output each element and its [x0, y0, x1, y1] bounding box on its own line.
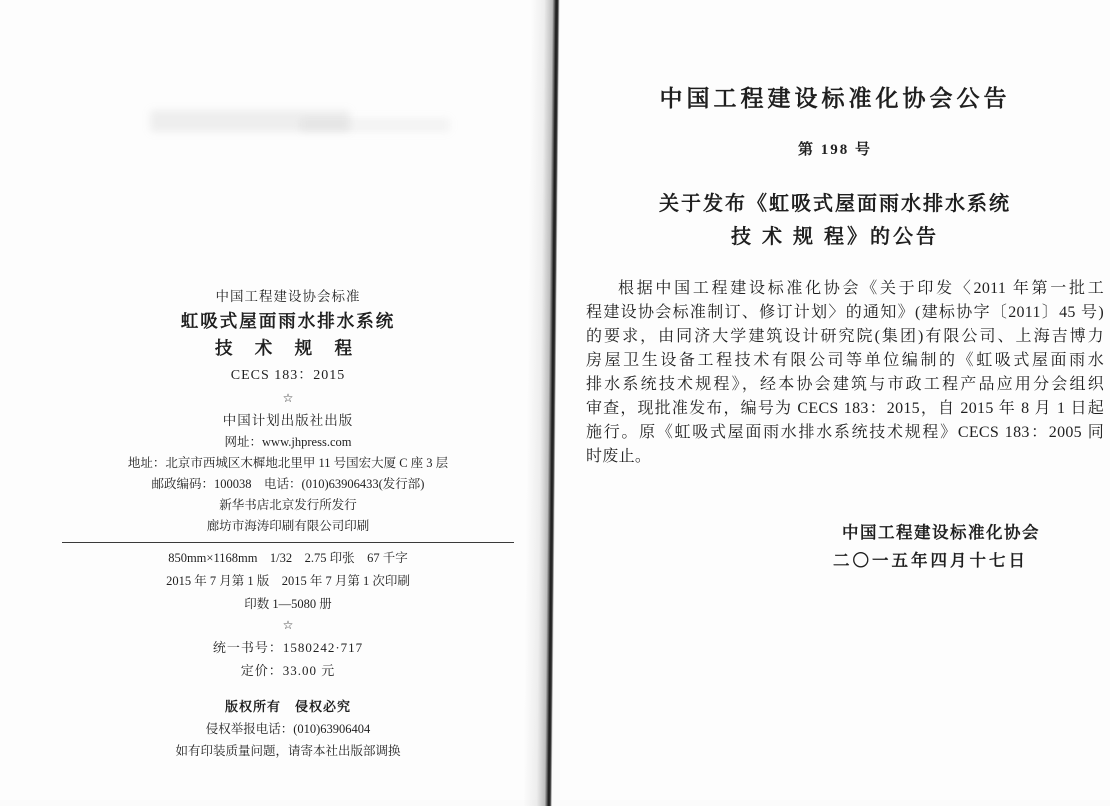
announcement-org-title: 中国工程建设标准化协会公告: [659, 86, 1011, 111]
body-line: 排水系统技术规程》，经本协会建筑与市政工程产品应用分会组织: [586, 376, 1104, 393]
infringement-phone: 侵权举报电话：(010)63906404: [205, 722, 371, 736]
print-run-line: 印数 1—5080 册: [244, 597, 332, 611]
colophon-page: [0, 0, 545, 800]
announcement-number: 第 198 号: [797, 142, 872, 158]
publisher-website: 网址：www.jhpress.com: [224, 435, 352, 449]
quality-note: 如有印装质量问题，请寄本社出版部调换: [175, 744, 401, 758]
printer-line: 廊坊市海涛印刷有限公司印刷: [206, 519, 370, 533]
body-line: 施行。原《虹吸式屋面雨水排水系统技术规程》CECS 183：2005 同: [586, 424, 1104, 441]
announcement-body: [586, 277, 1104, 469]
body-line: 根据中国工程建设标准化协会《关于印发〈2011 年第一批工: [618, 280, 1104, 297]
edition-line: 2015 年 7 月第 1 版 2015 年 7 月第 1 次印刷: [166, 574, 410, 588]
star-ornament: ☆: [282, 391, 294, 405]
show-through-ghost: [300, 118, 450, 132]
book-spine-shadow: [523, 0, 561, 806]
book-title-line1: 虹吸式屋面雨水排水系统: [180, 311, 396, 331]
book-title-line2: 技 术 规 程: [214, 338, 362, 358]
format-line: 850mm×1168mm 1/32 2.75 印张 67 千字: [168, 551, 408, 565]
body-line: 房屋卫生设备工程技术有限公司等单位编制的《虹吸式屋面雨水: [586, 352, 1104, 369]
signature-organization: 中国工程建设标准化协会: [842, 523, 1040, 542]
postcode-phone: 邮政编码：100038 电话：(010)63906433(发行部): [151, 477, 425, 491]
publisher-address: 地址：北京市西城区木樨地北里甲 11 号国宏大厦 C 座 3 层: [127, 456, 449, 470]
copyright-notice: 版权所有 侵权必究: [224, 699, 351, 714]
announcement-page: [560, 0, 1110, 800]
colophon-block: [62, 289, 514, 758]
star-ornament: ☆: [282, 618, 294, 632]
price-line: 定价：33.00 元: [240, 663, 336, 678]
signature-date: 二〇一五年四月十七日: [833, 551, 1028, 570]
body-line: 审查，现批准发布，编号为 CECS 183：2015，自 2015 年 8 月 1 日起: [586, 400, 1104, 417]
body-line: 的要求，由同济大学建筑设计研究院(集团)有限公司、上海吉博力: [586, 328, 1104, 345]
divider-rule: [62, 542, 514, 543]
body-line: 时废止。: [586, 448, 652, 465]
distributor-line: 新华书店北京发行所发行: [219, 498, 357, 512]
standard-number: CECS 183：2015: [230, 368, 346, 383]
signature-block: [560, 523, 1110, 571]
announcement-title-line1: 关于发布《虹吸式屋面雨水排水系统: [659, 193, 1011, 215]
body-line: 程建设协会标准制订、修订计划〉的通知》(建标协字〔2011〕45 号): [586, 304, 1104, 321]
publisher-line: 中国计划出版社出版: [222, 413, 354, 428]
standard-series-label: 中国工程建设协会标准: [215, 289, 361, 304]
unified-book-number: 统一书号：1580242·717: [212, 640, 364, 655]
announcement-title-line2: 技 术 规 程》的公告: [731, 226, 939, 248]
